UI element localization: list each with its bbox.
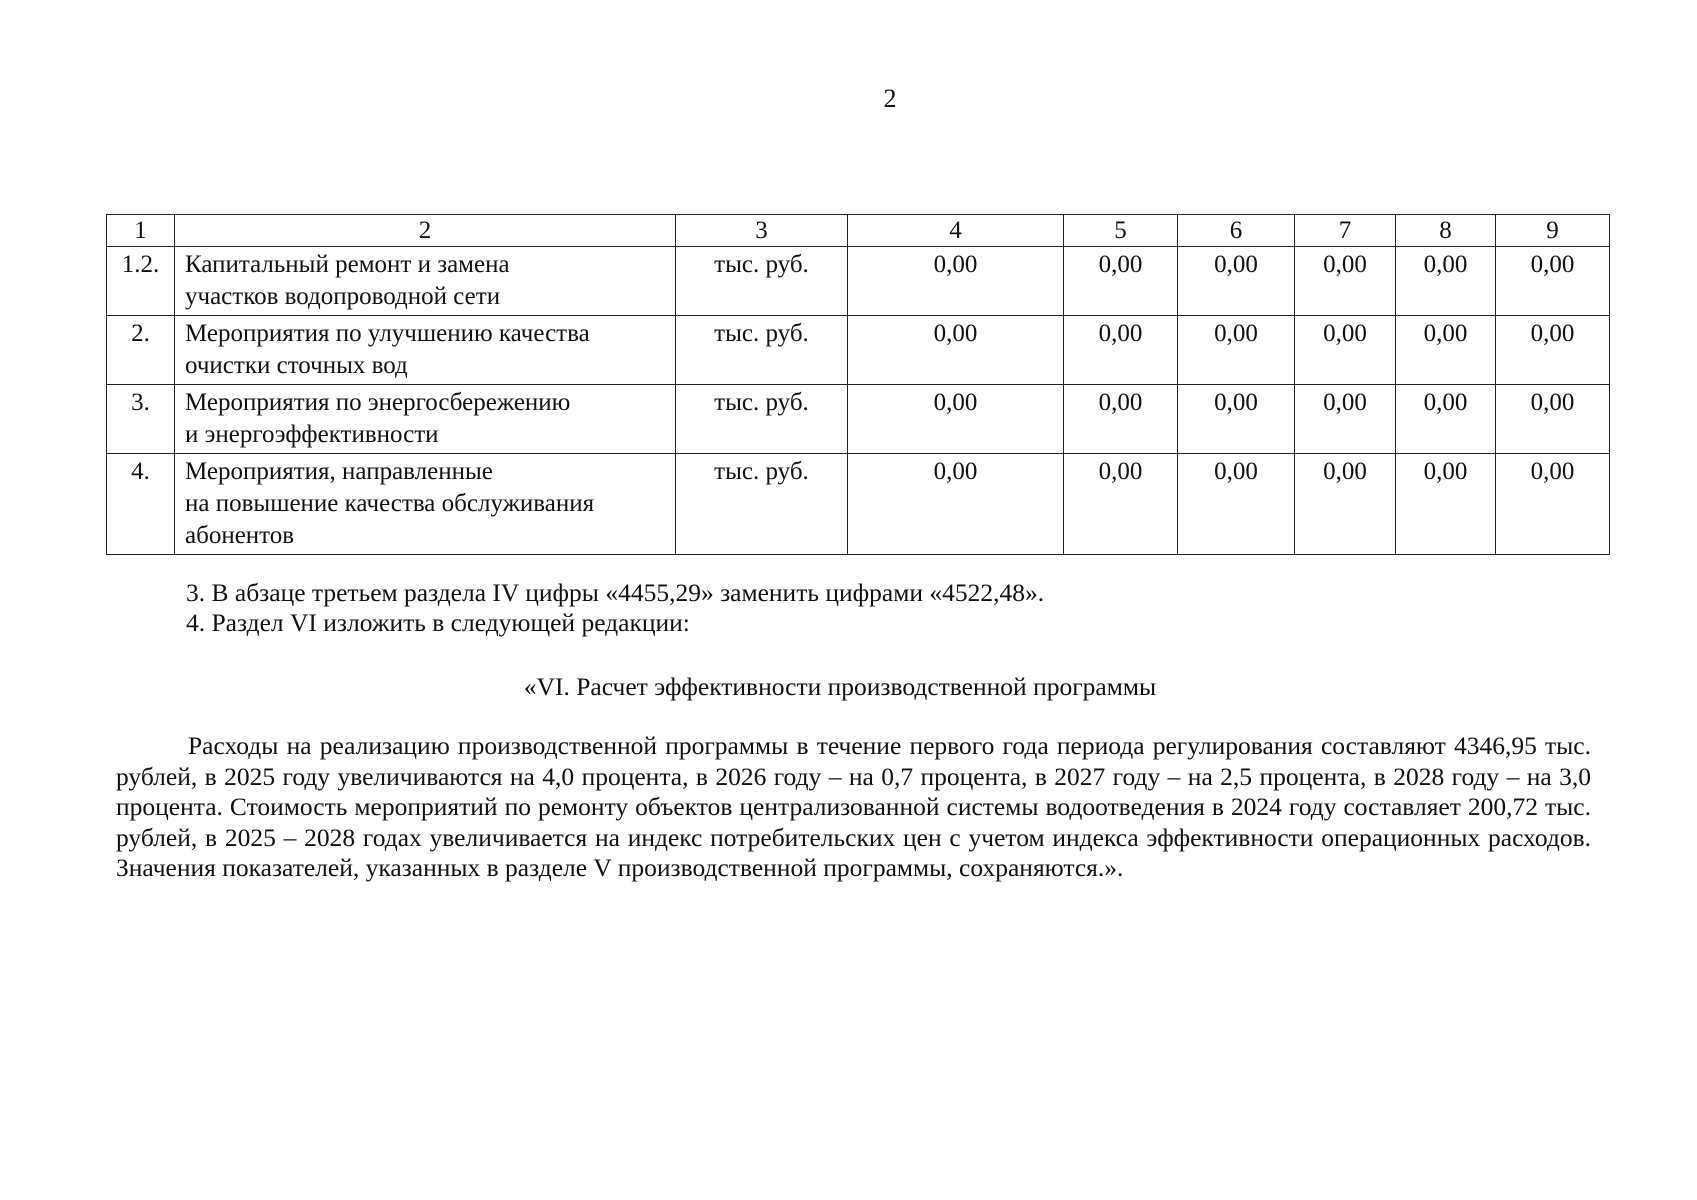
- measure-name-line: Капитальный ремонт и замена: [185, 251, 510, 278]
- table-header-row: [107, 215, 1610, 247]
- value-cell: 0,00: [848, 454, 1064, 555]
- column-header: 5: [1064, 215, 1178, 247]
- measure-name: [175, 316, 676, 385]
- value-cell: 0,00: [1178, 247, 1295, 316]
- table-row: [107, 316, 1610, 385]
- body-paragraph: Расходы на реализацию производственной программы в течение первого года периода регулирования составляют 4346,95 тыс. рублей, в 2025 году увеличиваются на 4,0 процента, в 2026 году – на 0,7 процента, в 2027 году – на 2,5 процента, в 2028 году – на 3,0 процента. Стоимость мероприятий по ремонту объектов централизованной системы водоотведения в 2024 году составляет 200,72 тыс. рублей, в 2025 – 2028 годах увеличивается на индекс потребительских цен с учетом индекса эффективности операционных расходов. Значения показателей, указанных в разделе V производственной программы, сохраняются.».: [116, 731, 1591, 882]
- unit-cell: тыс. руб.: [676, 316, 848, 385]
- column-header: 9: [1496, 215, 1610, 247]
- value-cell: 0,00: [1064, 247, 1178, 316]
- paragraph-3: 3. В абзаце третьем раздела IV цифры «4455,29» заменить цифрами «4522,48».: [186, 578, 1045, 607]
- unit-cell: тыс. руб.: [676, 454, 848, 555]
- measure-name-line: абонентов: [185, 522, 295, 549]
- value-cell: 0,00: [1496, 385, 1610, 454]
- value-cell: 0,00: [1496, 454, 1610, 555]
- value-cell: 0,00: [1396, 454, 1496, 555]
- section-heading: «VI. Расчет эффективности производственной программы: [523, 672, 1157, 701]
- column-header: 1: [107, 215, 175, 247]
- column-header: 3: [676, 215, 848, 247]
- value-cell: 0,00: [1178, 316, 1295, 385]
- table-row: [107, 385, 1610, 454]
- unit-cell: тыс. руб.: [676, 247, 848, 316]
- table-row: [107, 247, 1610, 316]
- value-cell: 0,00: [1178, 454, 1295, 555]
- value-cell: 0,00: [1496, 247, 1610, 316]
- value-cell: 0,00: [1295, 385, 1396, 454]
- column-header: 7: [1295, 215, 1396, 247]
- column-header: 2: [175, 215, 676, 247]
- value-cell: 0,00: [1496, 316, 1610, 385]
- measures-table: [106, 214, 1610, 555]
- measure-name-line: очистки сточных вод: [185, 352, 408, 379]
- row-number: 3.: [107, 385, 175, 454]
- page-number: 2: [883, 84, 897, 113]
- value-cell: 0,00: [1396, 316, 1496, 385]
- value-cell: 0,00: [1178, 385, 1295, 454]
- value-cell: 0,00: [1295, 316, 1396, 385]
- unit-cell: тыс. руб.: [676, 385, 848, 454]
- measure-name: [175, 385, 676, 454]
- value-cell: 0,00: [1295, 247, 1396, 316]
- row-number: 4.: [107, 454, 175, 555]
- value-cell: 0,00: [1295, 454, 1396, 555]
- measure-name: [175, 454, 676, 555]
- value-cell: 0,00: [848, 247, 1064, 316]
- value-cell: 0,00: [848, 385, 1064, 454]
- measure-name-line: Мероприятия, направленные: [185, 458, 493, 485]
- value-cell: 0,00: [1396, 247, 1496, 316]
- row-number: 2.: [107, 316, 175, 385]
- value-cell: 0,00: [848, 316, 1064, 385]
- measure-name-line: участков водопроводной сети: [185, 283, 501, 310]
- column-header: 4: [848, 215, 1064, 247]
- value-cell: 0,00: [1396, 385, 1496, 454]
- measure-name-line: и энергоэффективности: [185, 421, 439, 448]
- value-cell: 0,00: [1064, 316, 1178, 385]
- column-header: 8: [1396, 215, 1496, 247]
- value-cell: 0,00: [1064, 454, 1178, 555]
- measure-name: [175, 247, 676, 316]
- value-cell: 0,00: [1064, 385, 1178, 454]
- row-number: 1.2.: [107, 247, 175, 316]
- measure-name-line: Мероприятия по энергосбережению: [185, 389, 571, 416]
- column-header: 6: [1178, 215, 1295, 247]
- table-row: [107, 454, 1610, 555]
- paragraph-4: 4. Раздел VI изложить в следующей редакции:: [186, 608, 690, 637]
- measure-name-line: Мероприятия по улучшению качества: [185, 320, 590, 347]
- measure-name-line: на повышение качества обслуживания: [185, 490, 595, 517]
